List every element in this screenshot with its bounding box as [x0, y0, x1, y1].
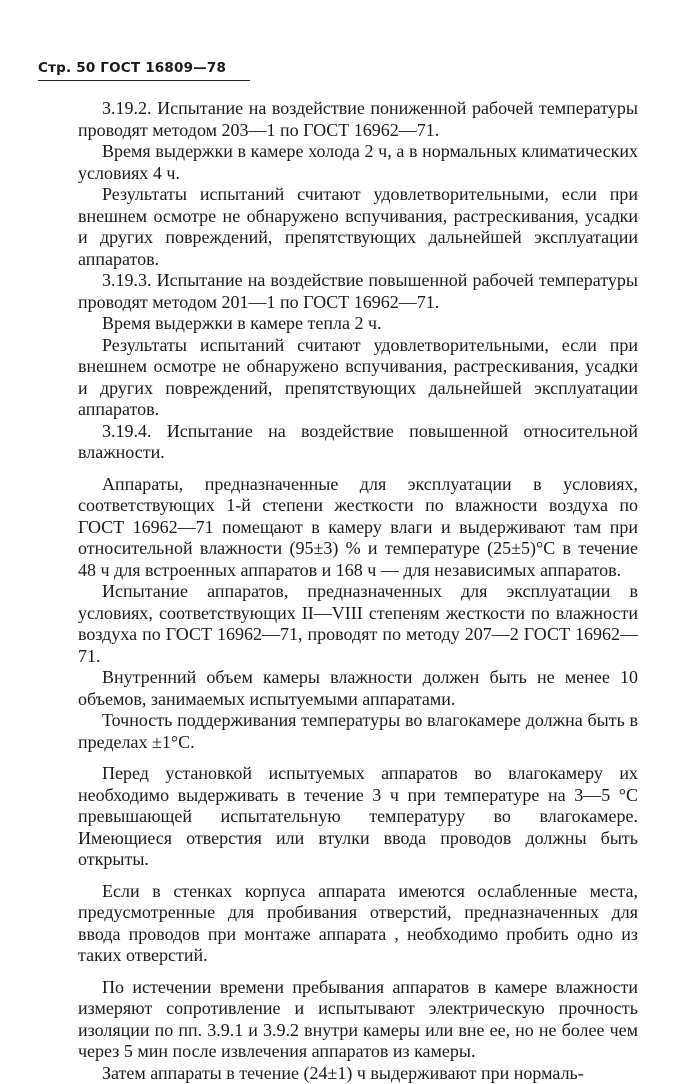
paragraph: Если в стенках корпуса аппарата имеются ослабленные места, предусмотренные для пробивания отверстий, предназначенных для ввода проводов при монтаже аппарата , необходимо пробить одно из таких отверстий.	[78, 881, 638, 967]
page-header: Стр. 50 ГОСТ 16809—78	[38, 60, 250, 81]
document-body	[78, 98, 638, 1084]
paragraph: По истечении времени пребывания аппаратов в камере влажности измеряют сопротивление и испытывают электрическую прочность изоляции по пп. 3.9.1 и 3.9.2 внутри камеры или вне ее, но не более чем через 5 мин после извлечения аппаратов из камеры.	[78, 977, 638, 1063]
paragraph: Затем аппараты в течение (24±1) ч выдерживают при нормаль-	[78, 1063, 638, 1084]
paragraph-3-19-4: 3.19.4. Испытание на воздействие повышенной относительной влажности.	[78, 421, 638, 464]
paragraph: Перед установкой испытуемых аппаратов во влагокамеру их необходимо выдерживать в течение 3 ч при температуре на 3—5 °С превышающей испытательную температуру во влагокамере. Имеющиеся отверстия или втулки ввода проводов должны быть открыты.	[78, 763, 638, 871]
paragraph-3-19-2: 3.19.2. Испытание на воздействие пониженной рабочей температуры проводят методом 203—1 по ГОСТ 16962—71.	[78, 98, 638, 141]
paragraph-3-19-3: 3.19.3. Испытание на воздействие повышенной рабочей температуры проводят методом 201—1 по ГОСТ 16962—71.	[78, 270, 638, 313]
paragraph: Аппараты, предназначенные для эксплуатации в условиях, соответствующих 1-й степени жесткости по влажности воздуха по ГОСТ 16962—71 помещают в камеру влаги и выдерживают там при относительной влажности (95±3) % и температуре (25±5)°С в течение 48 ч для встроенных аппаратов и 168 ч — для независимых аппаратов.	[78, 474, 638, 582]
paragraph: Время выдержки в камере тепла 2 ч.	[78, 313, 638, 335]
paragraph: Точность поддерживания температуры во влагокамере должна быть в пределах ±1°С.	[78, 710, 638, 753]
paragraph: Испытание аппаратов, предназначенных для эксплуатации в условиях, соответствующих II—VIII степеням жесткости по влажности воздуха по ГОСТ 16962—71, проводят по методу 207—2 ГОСТ 16962—71.	[78, 581, 638, 667]
paragraph: Внутренний объем камеры влажности должен быть не менее 10 объемов, занимаемых испытуемыми аппаратами.	[78, 667, 638, 710]
paragraph: Результаты испытаний считают удовлетворительными, если при внешнем осмотре не обнаружено вспучивания, растрескивания, усадки и других повреждений, препятствующих дальнейшей эксплуатации аппаратов.	[78, 184, 638, 270]
paragraph: Время выдержки в камере холода 2 ч, а в нормальных климатических условиях 4 ч.	[78, 141, 638, 184]
paragraph: Результаты испытаний считают удовлетворительными, если при внешнем осмотре не обнаружено вспучивания, растрескивания, усадки и других повреждений, препятствующих дальнейшей эксплуатации аппаратов.	[78, 335, 638, 421]
